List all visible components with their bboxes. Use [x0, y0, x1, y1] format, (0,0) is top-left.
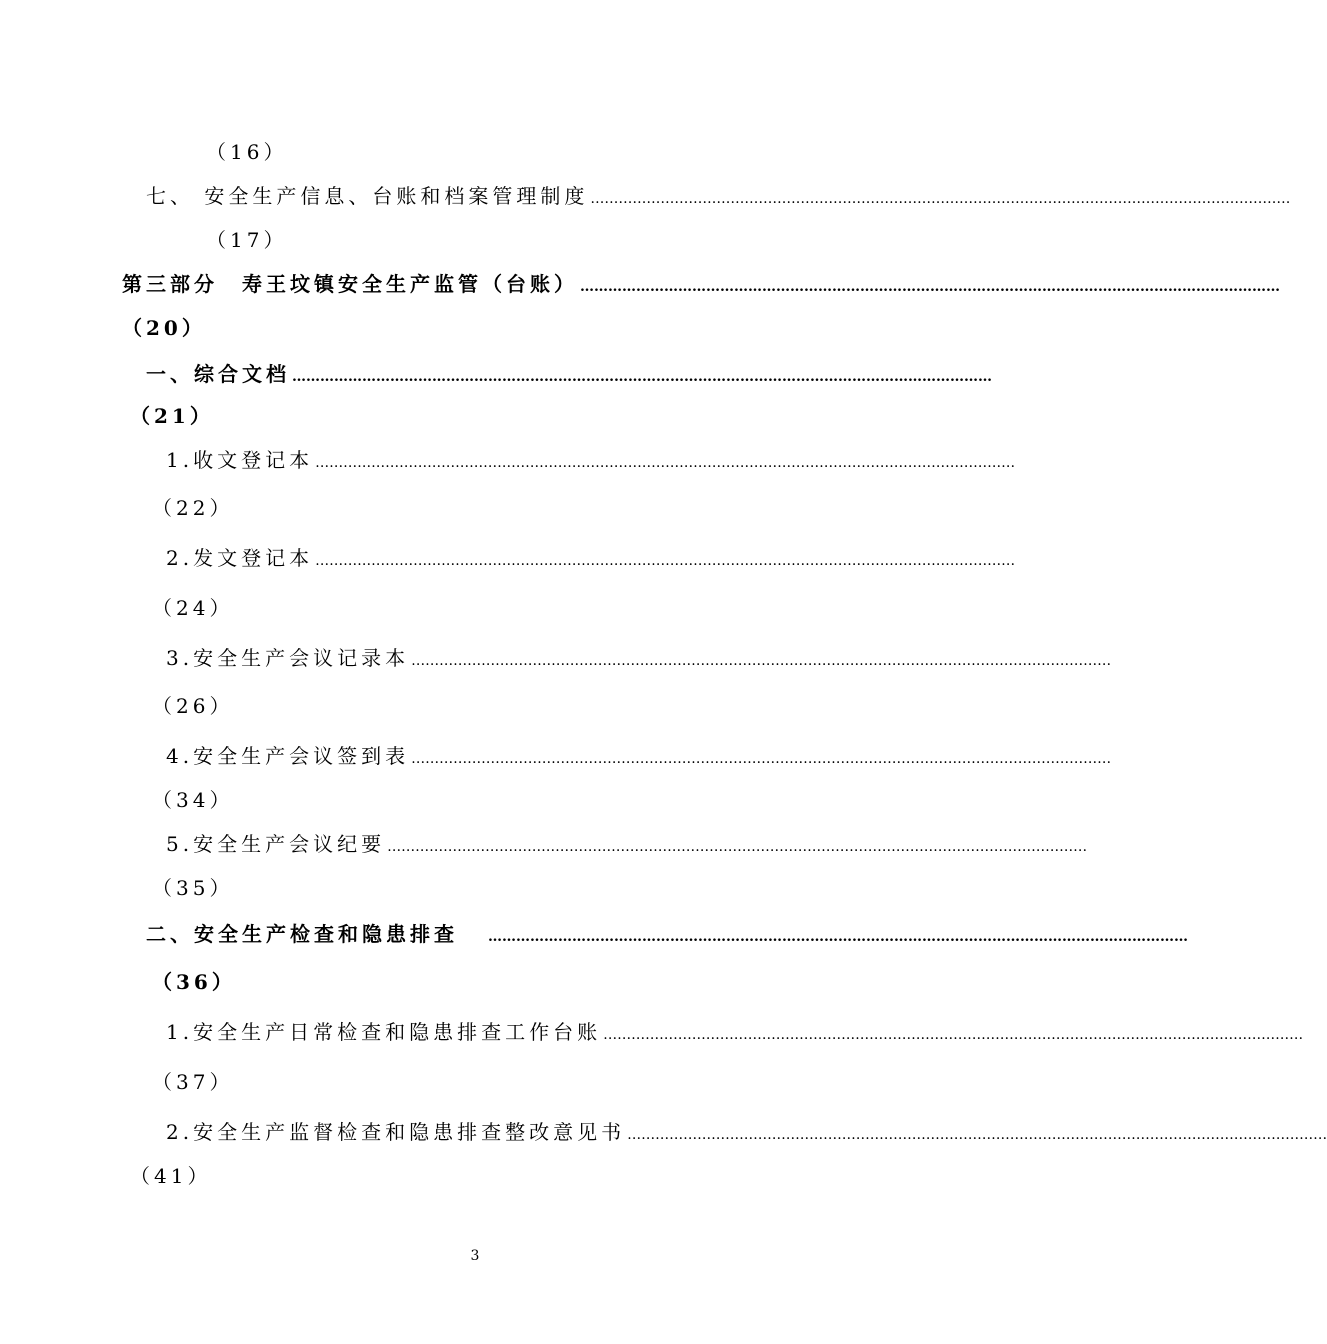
toc-leader-dots: ……………………………………………………………………………………………………………………………………: [315, 455, 1016, 471]
toc-entry-label: 5.安全生产会议纪要: [166, 832, 386, 856]
toc-page-ref: （26）: [152, 694, 234, 718]
toc-entry[interactable]: [146, 184, 1291, 211]
toc-entry-label: 1.安全生产日常检查和隐患排查工作台账: [166, 1020, 602, 1044]
toc-page-ref: （37）: [152, 1070, 234, 1094]
toc-leader-dots: ……………………………………………………………………………………………………………………………………: [315, 553, 1016, 569]
toc-page-ref: （20）: [122, 316, 206, 340]
toc-page-ref: （41）: [130, 1164, 212, 1188]
toc-section-heading[interactable]: [146, 362, 992, 389]
toc-leader-dots: ……………………………………………………………………………………………………………………………………: [580, 279, 1280, 295]
toc-entry[interactable]: [166, 832, 1088, 859]
toc-entry[interactable]: [166, 546, 1016, 573]
toc-entry[interactable]: [166, 1120, 1327, 1147]
toc-entry-label: 一、综合文档: [146, 362, 290, 386]
toc-page-ref: （16）: [206, 140, 288, 164]
toc-page-ref: （22）: [152, 496, 234, 520]
toc-entry-label: 2.发文登记本: [166, 546, 314, 570]
toc-entry-label: 2.安全生产监督检查和隐患排查整改意见书: [166, 1120, 626, 1144]
toc-leader-dots: ……………………………………………………………………………………………………………………………………: [387, 839, 1088, 855]
toc-page-ref: （36）: [152, 970, 236, 994]
toc-entry[interactable]: [166, 646, 1112, 673]
toc-leader-dots: ……………………………………………………………………………………………………………………………………: [411, 653, 1112, 669]
toc-entry-label: 3.安全生产会议记录本: [166, 646, 410, 670]
toc-page-ref: （24）: [152, 596, 234, 620]
toc-entry[interactable]: [166, 744, 1112, 771]
toc-section-heading[interactable]: [146, 922, 1188, 949]
toc-part-heading[interactable]: [122, 272, 1280, 299]
toc-page-ref: （21）: [130, 404, 214, 428]
toc-leader-dots: ……………………………………………………………………………………………………………………………………: [627, 1127, 1327, 1143]
toc-page-ref: （35）: [152, 876, 234, 900]
toc-entry-label: 1.收文登记本: [166, 448, 314, 472]
toc-leader-dots: ……………………………………………………………………………………………………………………………………: [411, 751, 1112, 767]
toc-entry-label: 第三部分 寿王坟镇安全生产监管（台账）: [122, 272, 578, 296]
toc-leader-dots: ……………………………………………………………………………………………………………………………………: [488, 929, 1188, 945]
page-number: 3: [470, 1248, 480, 1264]
toc-entry[interactable]: [166, 1020, 1304, 1047]
toc-entry[interactable]: [166, 448, 1016, 475]
toc-leader-dots: ……………………………………………………………………………………………………………………………………: [292, 369, 992, 385]
toc-page-ref: （34）: [152, 788, 234, 812]
toc-entry-label: 七、 安全生产信息、台账和档案管理制度: [146, 184, 589, 208]
toc-entry-label: 4.安全生产会议签到表: [166, 744, 410, 768]
toc-leader-dots: ……………………………………………………………………………………………………………………………………: [590, 191, 1291, 207]
toc-page-ref: （17）: [206, 228, 288, 252]
toc-leader-dots: ……………………………………………………………………………………………………………………………………: [603, 1027, 1304, 1043]
toc-entry-label: 二、安全生产检查和隐患排查: [146, 922, 458, 946]
